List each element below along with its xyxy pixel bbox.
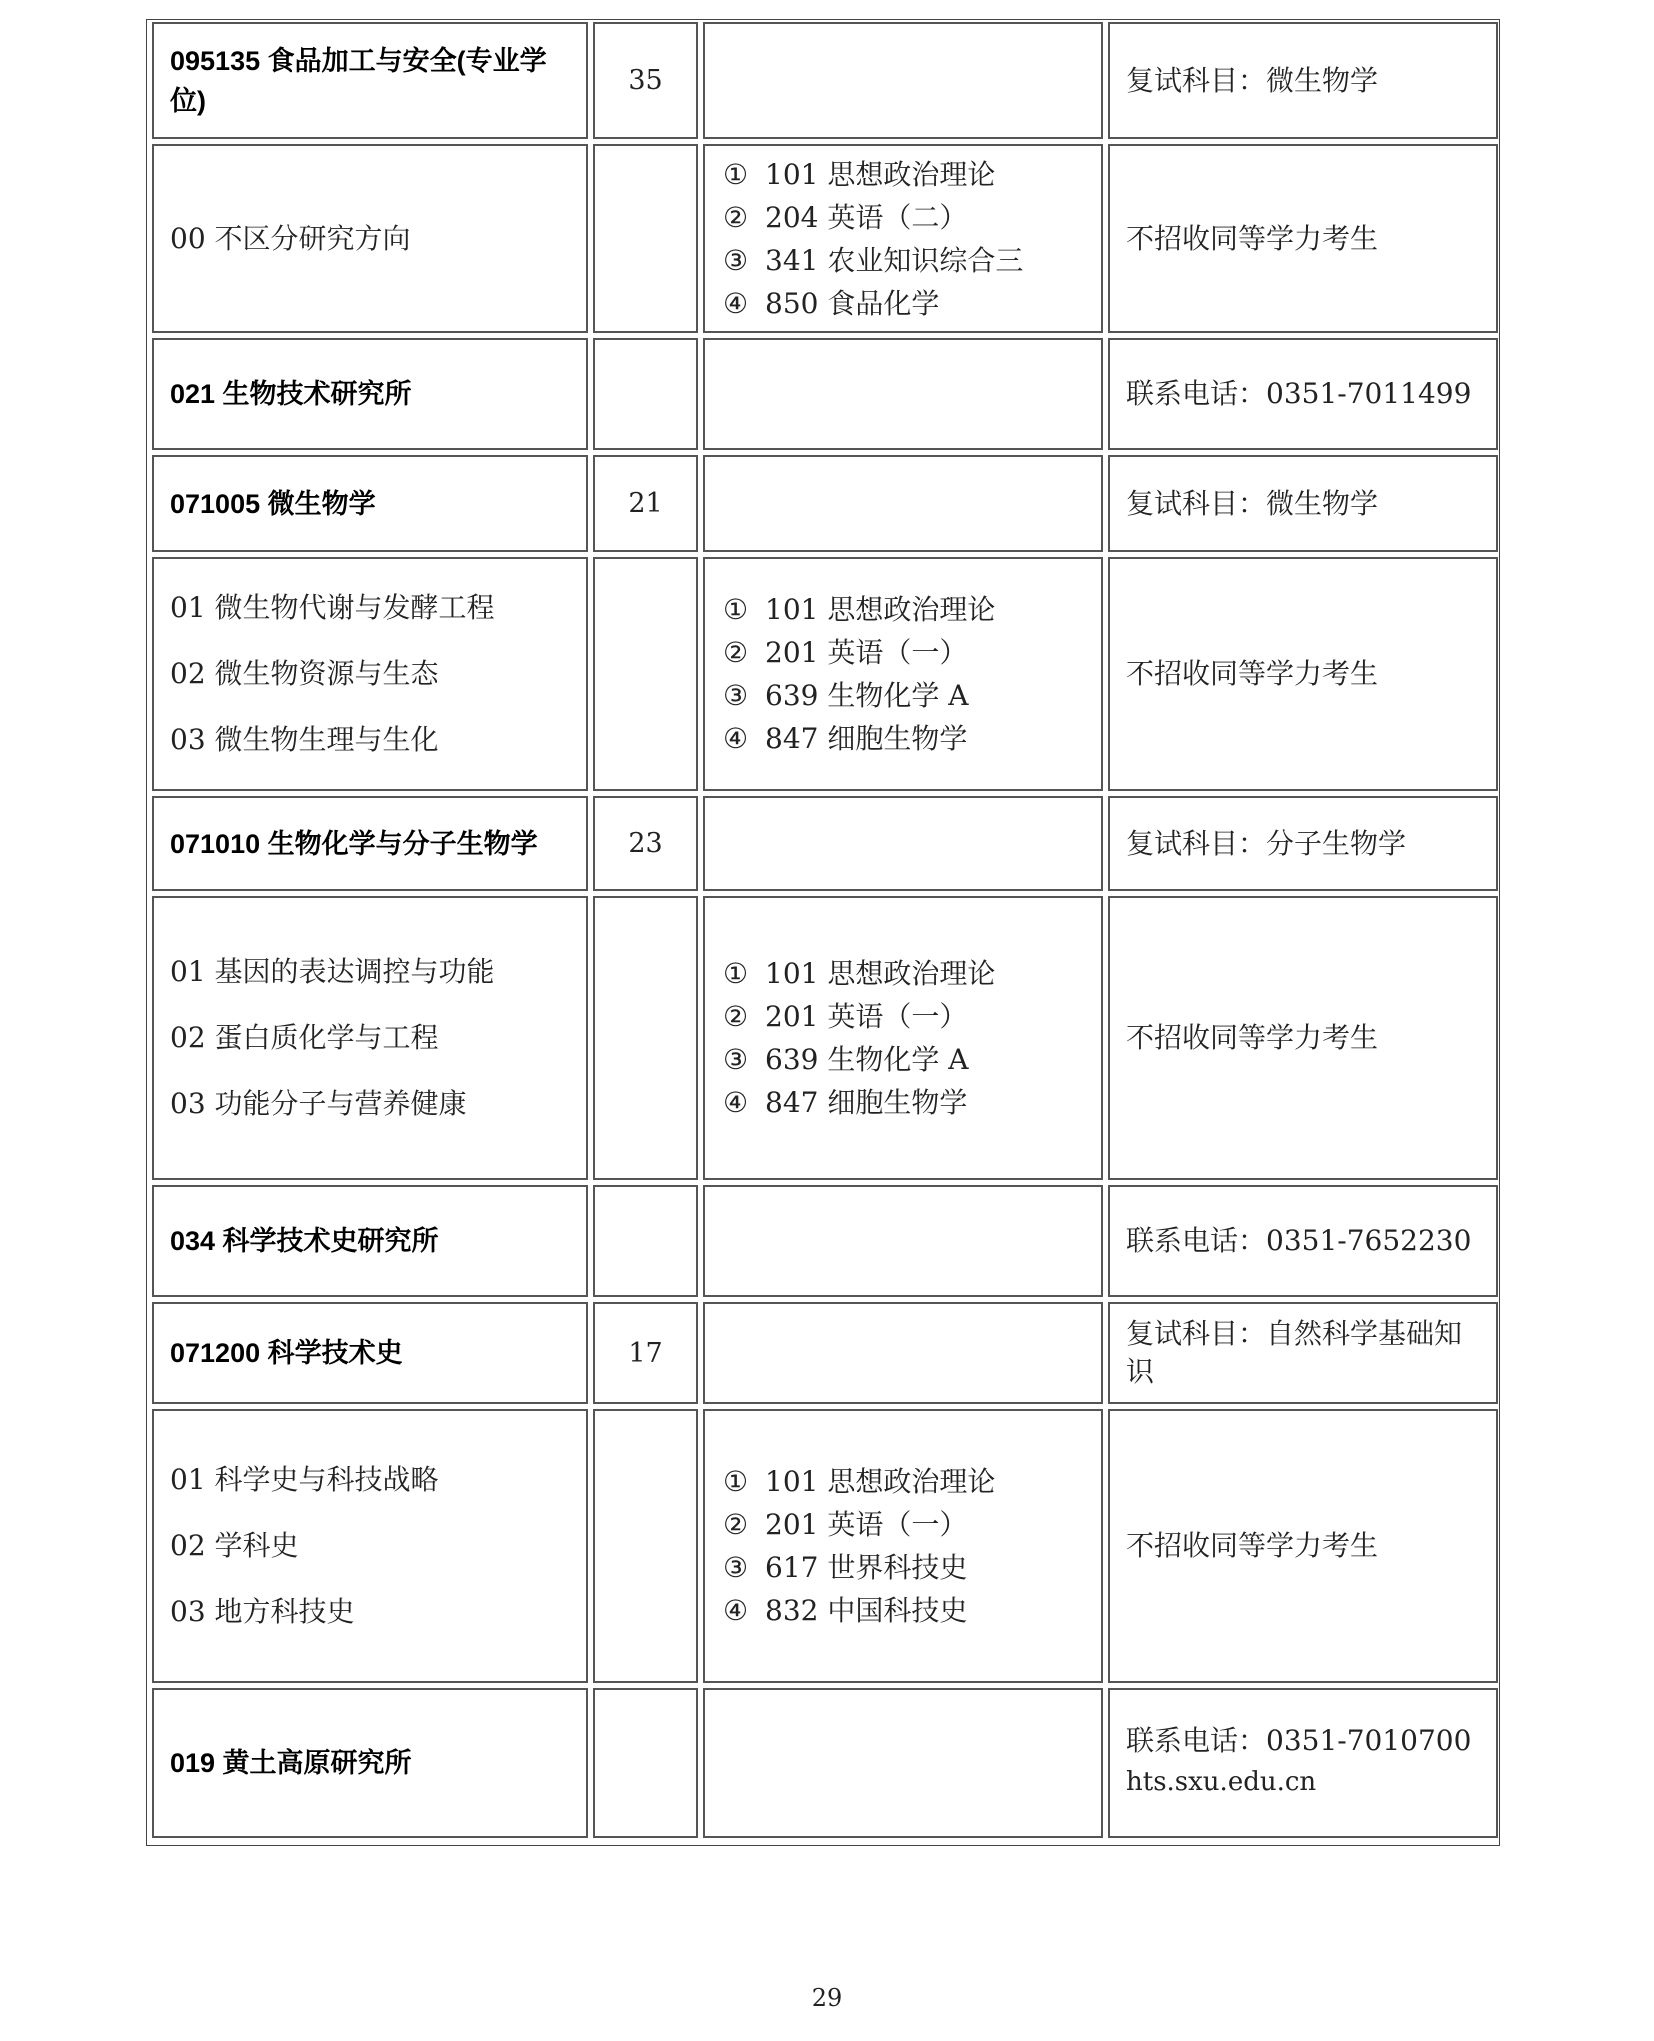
quota-cell (593, 796, 698, 891)
remarks-cell (1108, 22, 1498, 139)
major-cell (152, 22, 588, 139)
exam-subject-text: 201 英语（一） (765, 1000, 968, 1033)
direction-item: 00 不区分研究方向 (170, 221, 411, 255)
direction-item: 03 功能分子与营养健康 (170, 1087, 467, 1120)
exam-subject-text: 201 英语（一） (765, 1508, 968, 1541)
remark-text: 不招收同等学力考生 (1126, 657, 1379, 690)
major-title: 071200 科学技术史 (170, 1338, 403, 1368)
exam-subject-text: 850 食品化学 (765, 286, 940, 320)
quota-cell (593, 1302, 698, 1404)
circled-number: ① (723, 593, 749, 626)
exam-subject-text: 639 生物化学 A (765, 679, 969, 712)
major-cell (152, 1302, 588, 1404)
exam-subject-text: 101 思想政治理论 (765, 1465, 996, 1498)
contact-phone: 联系电话：0351-7010700 (1126, 1724, 1472, 1757)
exam-subject-text: 101 思想政治理论 (765, 157, 996, 191)
quota-cell (593, 455, 698, 552)
quota-number: 17 (628, 1337, 663, 1369)
circled-number: ③ (723, 1043, 749, 1076)
quota-cell (593, 144, 698, 333)
remarks-cell (1108, 144, 1498, 333)
page-number: 29 (811, 1984, 843, 2012)
circled-number: ② (723, 1508, 749, 1541)
major-cell (152, 455, 588, 552)
circled-number: ④ (723, 722, 749, 755)
exam-subject-text: 204 英语（二） (765, 200, 968, 234)
remarks-cell (1108, 896, 1498, 1180)
remarks-cell (1108, 1185, 1498, 1297)
direction-cell (152, 1409, 588, 1683)
remark-text: 不招收同等学力考生 (1126, 1529, 1379, 1562)
quota-number: 35 (628, 65, 663, 96)
direction-cell (152, 896, 588, 1180)
institute-title: 021 生物技术研究所 (170, 379, 412, 409)
exam-subject-text: 617 世界科技史 (765, 1551, 968, 1584)
exam-subject (705, 1081, 1101, 1124)
circled-number: ① (723, 1465, 749, 1498)
remarks-cell (1108, 455, 1498, 552)
circled-number: ④ (723, 286, 749, 320)
direction-item: 02 微生物资源与生态 (170, 657, 439, 690)
quota-cell (593, 1409, 698, 1683)
exam-subject-text: 639 生物化学 A (765, 1043, 969, 1076)
exam-subject (705, 631, 1101, 674)
major-cell (152, 796, 588, 891)
quota-number: 23 (628, 828, 663, 859)
quota-cell (593, 896, 698, 1180)
exam-cell (703, 338, 1103, 450)
remarks-cell (1108, 338, 1498, 450)
exam-subject (705, 153, 1101, 196)
exam-subject (705, 1460, 1101, 1503)
exam-subject (705, 1546, 1101, 1589)
circled-number: ③ (723, 243, 749, 277)
circled-number: ② (723, 1000, 749, 1033)
direction-item: 01 微生物代谢与发酵工程 (170, 591, 495, 624)
retest-subject: 复试科目：微生物学 (1126, 63, 1379, 97)
exam-cell (703, 1688, 1103, 1838)
remarks-cell (1108, 1409, 1498, 1683)
remarks-cell (1108, 1302, 1498, 1404)
remarks-cell (1108, 796, 1498, 891)
circled-number: ① (723, 957, 749, 990)
exam-subject-text: 101 思想政治理论 (765, 593, 996, 626)
exam-subject-text: 847 细胞生物学 (765, 1086, 968, 1119)
institute-cell (152, 338, 588, 450)
exam-subject (705, 1038, 1101, 1081)
exam-subject-text: 847 细胞生物学 (765, 722, 968, 755)
exam-subject (705, 674, 1101, 717)
circled-number: ③ (723, 1551, 749, 1584)
exam-cell (703, 1185, 1103, 1297)
exam-subject (705, 196, 1101, 239)
exam-subject (705, 239, 1101, 282)
exam-subject (705, 1503, 1101, 1546)
institute-cell (152, 1185, 588, 1297)
direction-item: 02 蛋白质化学与工程 (170, 1021, 439, 1054)
exam-cell (703, 22, 1103, 139)
institute-cell (152, 1688, 588, 1838)
direction-item: 01 科学史与科技战略 (170, 1463, 439, 1496)
exam-subject (705, 588, 1101, 631)
exam-subject (705, 995, 1101, 1038)
exam-subjects-cell (703, 896, 1103, 1180)
exam-subject-text: 101 思想政治理论 (765, 957, 996, 990)
quota-number: 21 (628, 488, 663, 519)
exam-subjects-cell (703, 144, 1103, 333)
direction-item: 03 地方科技史 (170, 1595, 355, 1628)
retest-subject: 复试科目：分子生物学 (1126, 826, 1407, 860)
exam-cell (703, 455, 1103, 552)
exam-cell (703, 796, 1103, 891)
institute-title: 034 科学技术史研究所 (170, 1226, 439, 1256)
retest-subject: 复试科目：微生物学 (1126, 486, 1379, 520)
direction-item: 03 微生物生理与生化 (170, 723, 439, 756)
major-title: 071010 生物化学与分子生物学 (170, 828, 538, 859)
quota-cell (593, 1688, 698, 1838)
circled-number: ③ (723, 679, 749, 712)
exam-subject (705, 717, 1101, 760)
circled-number: ① (723, 157, 749, 191)
exam-subjects-cell (703, 1409, 1103, 1683)
contact-phone: 联系电话：0351-7652230 (1126, 1224, 1472, 1257)
quota-cell (593, 557, 698, 791)
exam-cell (703, 1302, 1103, 1404)
retest-subject: 复试科目：自然科学基础知识 (1126, 1317, 1463, 1388)
circled-number: ④ (723, 1086, 749, 1119)
remark-text: 不招收同等学力考生 (1126, 221, 1379, 255)
direction-item: 02 学科史 (170, 1529, 299, 1562)
circled-number: ④ (723, 1594, 749, 1627)
remark-text: 不招收同等学力考生 (1126, 1021, 1379, 1054)
exam-subjects-cell (703, 557, 1103, 791)
direction-cell (152, 144, 588, 333)
circled-number: ② (723, 200, 749, 234)
direction-cell (152, 557, 588, 791)
exam-subject-text: 832 中国科技史 (765, 1594, 968, 1627)
exam-subject (705, 1589, 1101, 1632)
exam-subject-text: 341 农业知识综合三 (765, 243, 1024, 277)
quota-cell (593, 338, 698, 450)
quota-cell (593, 1185, 698, 1297)
exam-subject (705, 282, 1101, 325)
major-title: 071005 微生物学 (170, 488, 376, 519)
institute-title: 019 黄土高原研究所 (170, 1748, 412, 1778)
direction-item: 01 基因的表达调控与功能 (170, 955, 495, 988)
remarks-cell (1108, 557, 1498, 791)
exam-subject (705, 952, 1101, 995)
remarks-cell (1108, 1688, 1498, 1838)
exam-subject-text: 201 英语（一） (765, 636, 968, 669)
quota-cell (593, 22, 698, 139)
circled-number: ② (723, 636, 749, 669)
major-title: 095135 食品加工与安全(专业学位) (170, 45, 547, 116)
website-link[interactable]: hts.sxu.edu.cn (1126, 1767, 1317, 1797)
contact-phone: 联系电话：0351-7011499 (1126, 377, 1472, 410)
